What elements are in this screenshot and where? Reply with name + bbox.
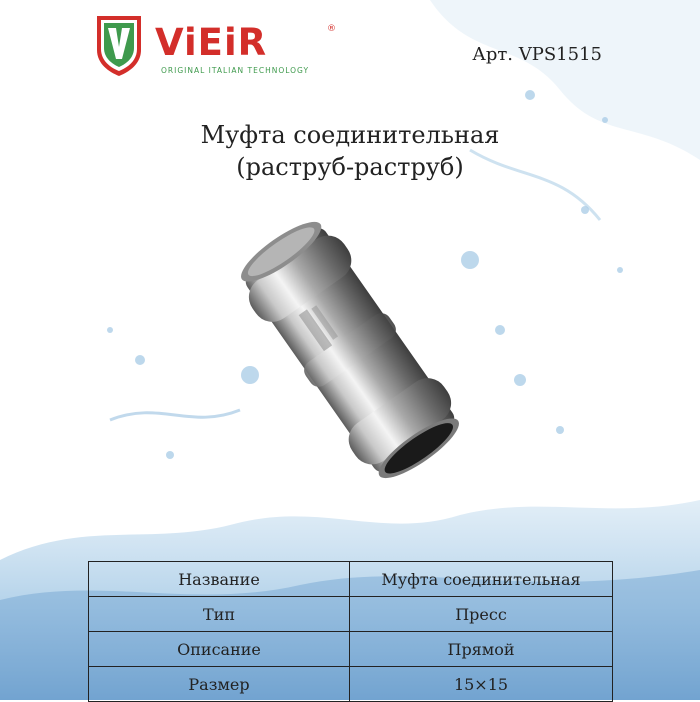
- table-row: [89, 562, 613, 597]
- title-line-1: Муфта соединительная: [200, 121, 500, 149]
- table-row: [89, 667, 613, 702]
- brand-name: ViEiR: [155, 21, 268, 64]
- article-number: Арт. VPS1515: [472, 44, 602, 65]
- spec-value: 15×15: [350, 667, 613, 702]
- shield-icon: [95, 14, 143, 78]
- spec-label: Описание: [89, 632, 350, 667]
- spec-label: Название: [89, 562, 350, 597]
- registered-mark: ®: [327, 24, 336, 34]
- page-title: [0, 119, 700, 183]
- specs-table: [88, 561, 613, 702]
- brand-logo: [95, 14, 335, 80]
- spec-value: Муфта соединительная: [350, 562, 613, 597]
- table-row: [89, 632, 613, 667]
- product-image-coupling: [200, 205, 500, 495]
- spec-value: Пресс: [350, 597, 613, 632]
- title-line-2: (раструб-раструб): [236, 153, 464, 181]
- table-row: [89, 597, 613, 632]
- spec-label: Размер: [89, 667, 350, 702]
- brand-tagline: ORIGINAL ITALIAN TECHNOLOGY: [161, 66, 310, 75]
- spec-value: Прямой: [350, 632, 613, 667]
- spec-label: Тип: [89, 597, 350, 632]
